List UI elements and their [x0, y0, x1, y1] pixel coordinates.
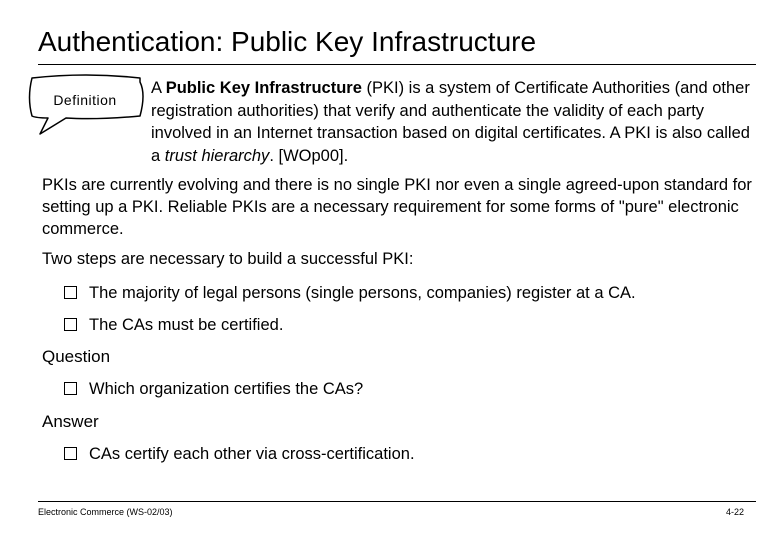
list-item	[64, 314, 283, 336]
paragraph-two-steps: Two steps are necessary to build a successful PKI:	[42, 250, 414, 268]
definition-body: (PKI) is a system of Certificate Authorities (and other registration authorities) that verify and authenticate the validity of each party involved in an Internet transaction based on digital certificates. A PKI is also called a	[151, 79, 750, 165]
question-item	[64, 378, 363, 400]
footer-page-number: 4-22	[725, 507, 744, 517]
definition-term: Public Key Infrastructure	[165, 79, 362, 97]
title-divider	[38, 64, 756, 65]
definition-text	[151, 77, 757, 167]
list-item-text: The CAs must be certified.	[89, 316, 284, 334]
checkbox-bullet-icon	[64, 382, 77, 395]
definition-intro: A	[151, 79, 166, 97]
checkbox-bullet-icon	[64, 286, 77, 299]
definition-emphasis: trust hierarchy	[164, 146, 270, 165]
footer-course: Electronic Commerce (WS-02/03)	[38, 507, 173, 517]
question-text: Which organization certifies the CAs?	[89, 380, 364, 398]
checkbox-bullet-icon	[64, 447, 77, 460]
definition-label: Definition	[53, 92, 117, 108]
answer-text: CAs certify each other via cross-certification.	[89, 445, 415, 463]
paragraph-pki-evolving: PKIs are currently evolving and there is no single PKI nor even a single agreed-upon standard for setting up a PKI. Reliable PKIs are a necessary requirement for some forms of "pure" electronic commerce.	[42, 176, 752, 238]
slide-title: Authentication: Public Key Infrastructure	[38, 26, 537, 57]
definition-tail: . [WOp00].	[269, 146, 349, 165]
question-heading: Question	[42, 347, 111, 366]
footer-divider	[38, 501, 756, 502]
answer-heading: Answer	[42, 412, 99, 431]
list-item	[64, 282, 636, 304]
checkbox-bullet-icon	[64, 318, 77, 331]
list-item-text: The majority of legal persons (single persons, companies) register at a CA.	[89, 284, 636, 302]
answer-item	[64, 443, 415, 465]
